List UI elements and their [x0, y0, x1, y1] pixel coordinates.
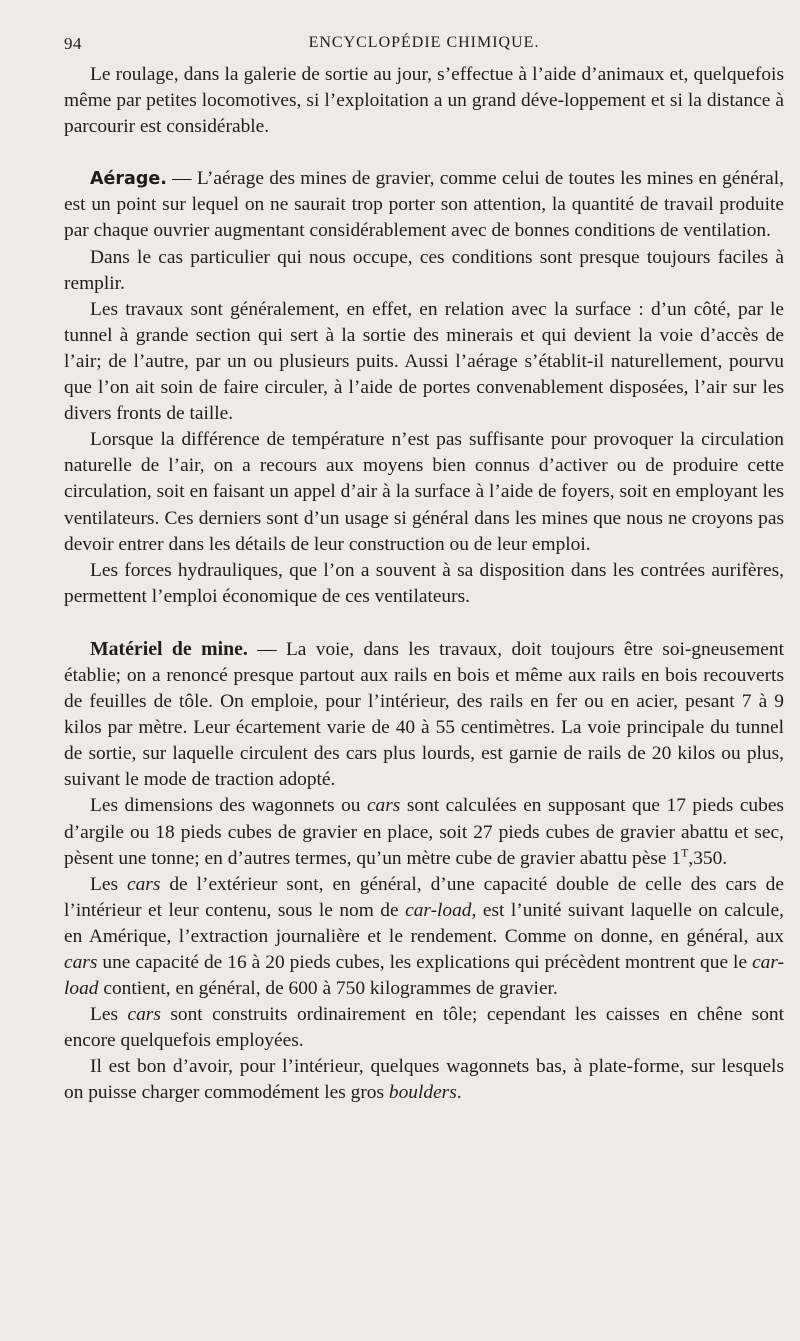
section-heading-aerage: Aérage.: [90, 169, 167, 190]
page-number: 94: [64, 34, 82, 53]
paragraph-materiel: [64, 636, 784, 794]
text-span: de l’extérieur sont, en général, d’une capacité double de celle des cars de l’intérieur et leur contenu, sous le nom de: [64, 873, 784, 921]
italic-term: car-load: [64, 952, 784, 1000]
paragraph-wagonnets-bas: [64, 1054, 784, 1106]
paragraph-roulage: Le roulage, dans la galerie de sortie au jour, s’effectue à l’aide d’animaux et, quelquefois même par petites locomotives, si l’exploitation a un grand déve-loppement et si la distance à parcourir est considérable.: [64, 64, 784, 138]
running-title: ENCYCLOPÉDIE CHIMIQUE.: [308, 34, 540, 51]
paragraph-travaux: Les travaux sont généralement, en effet, en relation avec la surface : d’un côté, par le tunnel à grande section qui sert à la sortie des minerais et qui devient la voie d’accès de l’air; de l’autre, par un ou plusieurs puits. Aussi l’aérage s’établit-il naturellement, pourvu que l’on ait soin de faire circuler, à l’aide de portes convenablement disposées, l’air sur les divers fronts de taille.: [64, 298, 784, 425]
italic-term: cars: [127, 1004, 161, 1026]
paragraph-aerage-text: — L’aérage des mines de gravier, comme celui de toutes les mines en général, est un point sur lequel on ne saurait trop porter son attention, la quantité de travail produite par chaque ouvrier augmentant considérablement avec de bonnes conditions de ventilation.: [64, 168, 784, 242]
paragraph-cas-particulier: Dans le cas particulier qui nous occupe, ces conditions sont presque toujours faciles à remplir.: [64, 246, 784, 294]
text-span: sont calculées en supposant que 17 pieds cubes d’argile ou 18 pieds cubes de gravier en place, soit 27 pieds cubes de gravier abattu et sec, pèsent une tonne; en d’autres termes, qu’un mètre cube de gravier abattu pèse 1: [64, 795, 784, 869]
text-span: Il est bon d’avoir, pour l’intérieur, quelques wagonnets bas, à plate-forme, sur lesquels on puisse charger commodément les gros: [64, 1056, 784, 1104]
text-span: sont construits ordinairement en tôle; cependant les caisses en chêne sont encore quelquefois employées.: [64, 1004, 784, 1052]
superscript: T: [681, 845, 689, 860]
paragraph-forces-hydrauliques: Les forces hydrauliques, que l’on a souvent à sa disposition dans les contrées aurifères, permettent l’emploi économique de ces ventilateurs.: [64, 559, 784, 607]
section-heading-materiel: Matériel de mine.: [90, 637, 248, 660]
paragraph-temperature: Lorsque la différence de température n’est pas suffisante pour provoquer la circulation naturelle de l’air, on a recours aux moyens bien connus d’activer ou de produire cette circulation, soit en faisant un appel d’air à la surface à l’aide de foyers, soit en employant les ventilateurs. Ces derniers sont d’un usage si général dans les mines que nous ne croyons pas devoir entrer dans les détails de leur construction ou de leur emploi.: [64, 429, 784, 555]
text-span: Les: [90, 1004, 128, 1026]
italic-term: car-load: [405, 899, 472, 921]
italic-term: cars: [126, 873, 161, 895]
text-span: Les dimensions des wagonnets ou: [90, 795, 367, 817]
text-span: Les: [90, 873, 127, 895]
text-span: contient, en général, de 600 à 750 kilogrammes de gravier.: [98, 978, 558, 1000]
running-header: [64, 34, 784, 58]
italic-term: cars: [366, 795, 401, 817]
text-span: .: [456, 1082, 462, 1104]
body-text: [64, 62, 784, 1107]
italic-term: cars: [64, 952, 98, 973]
paragraph-materiel-text: — La voie, dans les travaux, doit toujours être soi-gneusement établie; on a renoncé presque partout aux rails en bois et même aux rails en bois recouverts de feuilles de tôle. On emploie, pour l’intérieur, des rails en fer ou en acier, pesant 7 à 9 kilos par mètre. Leur écartement varie de 40 à 55 centimètres. La voie principale du tunnel de sortie, sur laquelle circulent des cars plus lourds, est garnie de rails de 20 kilos ou plus, suivant le mode de traction adopté.: [64, 638, 784, 791]
paragraph-cars-exterieur: [64, 872, 784, 1002]
paragraph-dimensions: [64, 793, 784, 871]
text-span: une capacité de 16 à 20 pieds cubes, les explications qui précèdent montrent que le: [97, 952, 753, 973]
text-span: ,350.: [688, 847, 728, 869]
italic-term: boulders: [388, 1082, 457, 1104]
text-span: , est l’unité suivant laquelle on calcule, en Amérique, l’extraction journalière et le rendement. Comme on donne, en général, aux: [64, 899, 784, 947]
paragraph-aerage: [64, 166, 784, 244]
paragraph-cars-tole: [64, 1002, 784, 1054]
